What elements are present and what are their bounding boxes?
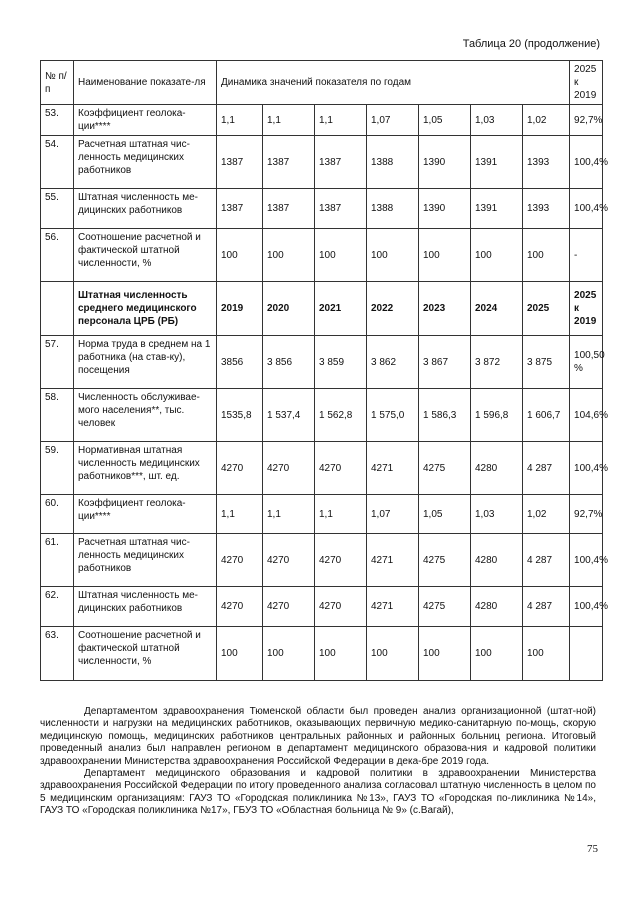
table-header-row: [41, 61, 603, 105]
year-value: 4275: [419, 442, 471, 495]
year-value: 1393: [523, 136, 570, 189]
year-value: 100: [367, 627, 419, 681]
year-value: 1535,8: [217, 389, 263, 442]
year-value: 3 859: [315, 336, 367, 389]
ratio-value: 100,4%: [570, 136, 603, 189]
page-number: 75: [587, 843, 598, 855]
indicator-name: Коэффициент геолока-ции****: [74, 495, 217, 534]
year-value: 1387: [263, 136, 315, 189]
year-value: 1387: [263, 189, 315, 229]
year-value: 1,07: [367, 495, 419, 534]
year-value: 1387: [315, 136, 367, 189]
table-row: [41, 495, 603, 534]
year-value: 1 575,0: [367, 389, 419, 442]
year-value: 100: [419, 229, 471, 282]
indicator-name: Расчетная штатная чис-ленность медицинских работников: [74, 534, 217, 587]
row-number: 62.: [41, 587, 74, 627]
table-subheader-row: [41, 282, 603, 336]
year-value: 3 867: [419, 336, 471, 389]
year-value: 4271: [367, 587, 419, 627]
row-number: 58.: [41, 389, 74, 442]
year-value: 1,03: [471, 105, 523, 136]
year-value: 1,1: [315, 495, 367, 534]
ratio-value: [570, 627, 603, 681]
ratio-value: 2025 к 2019: [570, 282, 603, 336]
year-value: 100: [367, 229, 419, 282]
year-value: 1387: [315, 189, 367, 229]
year-value: 3 875: [523, 336, 570, 389]
year-value: 1393: [523, 189, 570, 229]
row-number: 54.: [41, 136, 74, 189]
year-value: 1,05: [419, 105, 471, 136]
year-value: 100: [315, 229, 367, 282]
year-value: 1 586,3: [419, 389, 471, 442]
year-value: 100: [419, 627, 471, 681]
year-value: 4 287: [523, 442, 570, 495]
body-text: [40, 706, 596, 818]
indicator-name: Соотношение расчетной и фактической штатной численности, %: [74, 627, 217, 681]
indicator-name: Коэффициент геолока-ции****: [74, 105, 217, 136]
year-value: 3 856: [263, 336, 315, 389]
ratio-value: 104,6%: [570, 389, 603, 442]
year-value: 4280: [471, 534, 523, 587]
year-value: 1,1: [263, 495, 315, 534]
header-num: № п/п: [41, 61, 74, 105]
year-value: 2019: [217, 282, 263, 336]
year-value: 1390: [419, 189, 471, 229]
year-value: 4270: [217, 442, 263, 495]
year-value: 100: [523, 229, 570, 282]
table-row: [41, 534, 603, 587]
paragraph-1: Департаментом здравоохранения Тюменской области был проведен анализ организационной (штат-ной) численности и нагрузки на медицинских работников, оказывающих первичную медико-санитарную по-мощь, скорую медицинскую помощь, медицинских работников центральных районных и районных больниц региона. Итоговый проведенный анализ был направлен регионом в департамент медицинского образова-ния и кадровой политики здравоохранении Министерства здравоохранения Российской Федерации в дека-бре 2019 года.: [40, 706, 596, 767]
ratio-value: 92,7%: [570, 105, 603, 136]
year-value: 100: [263, 627, 315, 681]
ratio-value: 100,4%: [570, 534, 603, 587]
header-name: Наименование показате-ля: [74, 61, 217, 105]
year-value: 1 562,8: [315, 389, 367, 442]
year-value: 4270: [217, 587, 263, 627]
year-value: 1,1: [217, 495, 263, 534]
year-value: 1,1: [315, 105, 367, 136]
year-value: 1 537,4: [263, 389, 315, 442]
year-value: 2022: [367, 282, 419, 336]
year-value: 4 287: [523, 534, 570, 587]
table-row: [41, 136, 603, 189]
year-value: 100: [471, 627, 523, 681]
row-number: 61.: [41, 534, 74, 587]
year-value: 1,02: [523, 495, 570, 534]
row-number: 63.: [41, 627, 74, 681]
year-value: 4280: [471, 587, 523, 627]
year-value: 2024: [471, 282, 523, 336]
year-value: 1388: [367, 136, 419, 189]
row-number: 53.: [41, 105, 74, 136]
year-value: 4270: [315, 534, 367, 587]
year-value: 4270: [263, 534, 315, 587]
row-number: 59.: [41, 442, 74, 495]
row-number: 56.: [41, 229, 74, 282]
row-number: 55.: [41, 189, 74, 229]
year-value: 1,02: [523, 105, 570, 136]
indicator-name: Норма труда в среднем на 1 работника (на став-ку), посещения: [74, 336, 217, 389]
year-value: 4270: [315, 587, 367, 627]
year-value: 4 287: [523, 587, 570, 627]
table-row: [41, 587, 603, 627]
year-value: 1,07: [367, 105, 419, 136]
year-value: 100: [471, 229, 523, 282]
table-row: [41, 389, 603, 442]
year-value: 1391: [471, 136, 523, 189]
year-value: 3 862: [367, 336, 419, 389]
year-value: 4271: [367, 442, 419, 495]
row-number: 60.: [41, 495, 74, 534]
year-value: 4270: [263, 587, 315, 627]
year-value: 100: [217, 229, 263, 282]
year-value: 2021: [315, 282, 367, 336]
indicator-name: Соотношение расчетной и фактической штатной численности, %: [74, 229, 217, 282]
ratio-value: 100,4%: [570, 587, 603, 627]
header-dynamics: Динамика значений показателя по годам: [217, 61, 570, 105]
year-value: 3 872: [471, 336, 523, 389]
year-value: 100: [263, 229, 315, 282]
ratio-value: 100,4%: [570, 442, 603, 495]
year-value: 4270: [315, 442, 367, 495]
indicator-name: Штатная численность среднего медицинского персонала ЦРБ (РБ): [74, 282, 217, 336]
table-caption: Таблица 20 (продолжение): [462, 38, 600, 50]
table-row: [41, 336, 603, 389]
table-row: [41, 627, 603, 681]
year-value: 1390: [419, 136, 471, 189]
year-value: 100: [217, 627, 263, 681]
indicator-name: Численность обслуживае-мого населения**, тыс. человек: [74, 389, 217, 442]
ratio-value: 92,7%: [570, 495, 603, 534]
table-row: [41, 189, 603, 229]
year-value: 4270: [263, 442, 315, 495]
year-value: 1,05: [419, 495, 471, 534]
year-value: 1391: [471, 189, 523, 229]
row-number: [41, 282, 74, 336]
year-value: 3856: [217, 336, 263, 389]
table-row: [41, 105, 603, 136]
year-value: 100: [523, 627, 570, 681]
staffing-table: [40, 60, 608, 681]
header-ratio: 2025 к 2019: [570, 61, 603, 105]
ratio-value: 100,4%: [570, 189, 603, 229]
year-value: 4271: [367, 534, 419, 587]
year-value: 1388: [367, 189, 419, 229]
year-value: 1387: [217, 189, 263, 229]
year-value: 1,1: [263, 105, 315, 136]
year-value: 1387: [217, 136, 263, 189]
table-row: [41, 229, 603, 282]
row-number: 57.: [41, 336, 74, 389]
year-value: 1,03: [471, 495, 523, 534]
year-value: 2025: [523, 282, 570, 336]
year-value: 2023: [419, 282, 471, 336]
year-value: 4280: [471, 442, 523, 495]
indicator-name: Нормативная штатная численность медицинских работников***, шт. ед.: [74, 442, 217, 495]
year-value: 100: [315, 627, 367, 681]
year-value: 4275: [419, 534, 471, 587]
ratio-value: -: [570, 229, 603, 282]
paragraph-2: Департамент медицинского образования и кадровой политики в здравоохранении Министерства здравоохранения Российской Федерации по итогу проведенного анализа согласовал штатную численность в целом по 5 медицинским организациям: ГАУЗ ТО «Городская поликлиника №13», ГАУЗ ТО «Городская по-ликлиника №14», ГАУЗ ТО «Городская поликлиника №17», ГБУЗ ТО «Областная больница № 9» (с.Вагай),: [40, 768, 596, 817]
table-row: [41, 442, 603, 495]
year-value: 1 596,8: [471, 389, 523, 442]
year-value: 1 606,7: [523, 389, 570, 442]
year-value: 4270: [217, 534, 263, 587]
indicator-name: Расчетная штатная чис-ленность медицинских работников: [74, 136, 217, 189]
year-value: 4275: [419, 587, 471, 627]
year-value: 2020: [263, 282, 315, 336]
indicator-name: Штатная численность ме-дицинских работников: [74, 189, 217, 229]
year-value: 1,1: [217, 105, 263, 136]
indicator-name: Штатная численность ме-дицинских работников: [74, 587, 217, 627]
ratio-value: 100,50 %: [570, 336, 603, 389]
table-body: [41, 105, 608, 681]
